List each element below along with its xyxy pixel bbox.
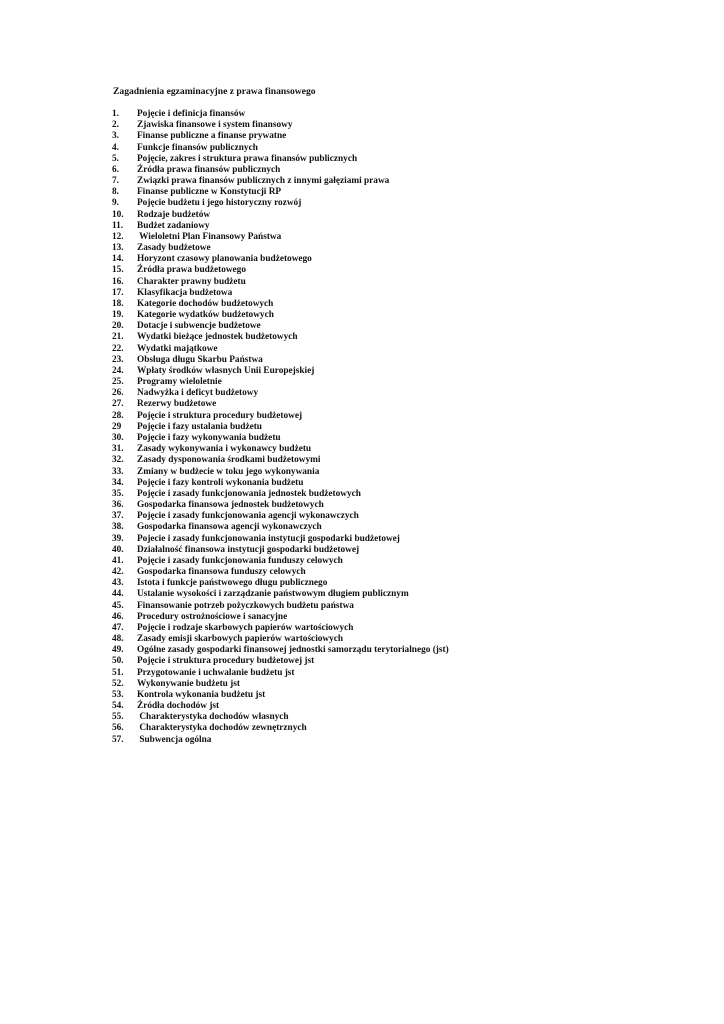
list-item [112, 232, 449, 243]
list-item-number: 29 [112, 421, 122, 432]
document-title: Zagadnienia egzaminacyjne z prawa finansowego [113, 86, 316, 97]
list-item-number: 41. [112, 555, 124, 566]
list-item-number: 8. [112, 187, 119, 198]
list-item [112, 534, 449, 545]
list-item [112, 344, 449, 355]
list-item [112, 712, 449, 723]
list-item [112, 735, 449, 746]
list-item-number: 45. [112, 600, 124, 611]
list-item-text: Wykonywanie budżetu jst [137, 678, 240, 689]
list-item-number: 7. [112, 176, 119, 187]
list-item-number: 56. [112, 723, 124, 734]
list-item [112, 332, 449, 343]
list-item-number: 9. [112, 198, 119, 209]
list-item-number: 55. [112, 712, 124, 723]
list-item [112, 489, 449, 500]
list-item-text: Pojęcie i zasady funkcjonowania agencji wykonawczych [137, 511, 359, 522]
list-item-number: 51. [112, 667, 124, 678]
list-item [112, 176, 449, 187]
list-item [112, 578, 449, 589]
list-item-text: Charakterystyka dochodów zewnętrznych [137, 723, 307, 734]
list-item-text: Obsługa długu Skarbu Państwa [137, 354, 263, 365]
list-item-text: Pojęcie i struktura procedury budżetowej [137, 410, 303, 421]
list-item [112, 668, 449, 679]
list-item [112, 511, 449, 522]
list-item-text: Pojęcie i rodzaje skarbowych papierów wartościowych [137, 622, 354, 633]
list-item-number: 34. [112, 477, 124, 488]
list-item-number: 49. [112, 645, 124, 656]
list-item [112, 210, 449, 221]
list-item [112, 634, 449, 645]
list-item-text: Gospodarka finansowa funduszy celowych [137, 567, 306, 578]
list-item-number: 31. [112, 444, 124, 455]
list-item-text: Zasady wykonywania i wykonawcy budżetu [137, 444, 312, 455]
list-item [112, 109, 449, 120]
list-item-number: 44. [112, 589, 124, 600]
list-item-number: 27. [112, 399, 124, 410]
list-item-number: 12. [112, 231, 124, 242]
list-item-text: Zasady emisji skarbowych papierów wartościowych [137, 634, 344, 645]
list-item-text: Przygotowanie i uchwalanie budżetu jst [137, 667, 295, 678]
list-item-number: 33. [112, 466, 124, 477]
exam-topics-list [112, 109, 449, 746]
list-item-text: Kategorie dochodów budżetowych [137, 298, 274, 309]
list-item-text: Ustalanie wysokości i zarządzanie państwowym długiem publicznym [137, 589, 409, 600]
list-item [112, 645, 449, 656]
list-item-number: 22. [112, 343, 124, 354]
list-item [112, 187, 449, 198]
list-item-text: Zasady budżetowe [137, 243, 211, 254]
list-item-number: 17. [112, 287, 124, 298]
list-item [112, 723, 449, 734]
list-item-number: 15. [112, 265, 124, 276]
list-item-number: 21. [112, 332, 124, 343]
list-item-number: 19. [112, 310, 124, 321]
list-item [112, 366, 449, 377]
list-item-text: Finanse publiczne a finanse prywatne [137, 131, 287, 142]
list-item [112, 165, 449, 176]
list-item-text: Pojęcie i struktura procedury budżetowej jst [137, 656, 315, 667]
list-item-text: Związki prawa finansów publicznych z innymi gałęziami prawa [137, 176, 390, 187]
list-item-number: 30. [112, 432, 124, 443]
list-item-number: 2. [112, 120, 119, 131]
list-item-text: Wpłaty środków własnych Unii Europejskiej [137, 365, 315, 376]
list-item [112, 422, 449, 433]
list-item-number: 23. [112, 354, 124, 365]
list-item [112, 556, 449, 567]
list-item-number: 6. [112, 164, 119, 175]
list-item-text: Klasyfikacja budżetowa [137, 287, 233, 298]
list-item-text: Charakter prawny budżetu [137, 276, 246, 287]
list-item-number: 32. [112, 455, 124, 466]
list-item [112, 399, 449, 410]
list-item-text: Gospodarka finansowa agencji wykonawczych [137, 522, 322, 533]
list-item-text: Zjawiska finansowe i system finansowy [137, 120, 293, 131]
list-item [112, 478, 449, 489]
list-item [112, 310, 449, 321]
list-item-text: Finansowanie potrzeb pożyczkowych budżetu państwa [137, 600, 354, 611]
list-item-text: Wydatki majątkowe [137, 343, 218, 354]
list-item-number: 53. [112, 689, 124, 700]
list-item-text: Kontrola wykonania budżetu jst [137, 689, 266, 700]
list-item-text: Pojęcie budżetu i jego historyczny rozwój [137, 198, 302, 209]
list-item [112, 701, 449, 712]
list-item-text: Pojęcie i definicja finansów [137, 109, 246, 119]
list-item [112, 455, 449, 466]
list-item-text: Procedury ostrożnościowe i sanacyjne [137, 611, 288, 622]
list-item [112, 299, 449, 310]
list-item [112, 612, 449, 623]
list-item-text: Źródła dochodów jst [137, 701, 220, 712]
list-item-number: 24. [112, 365, 124, 376]
list-item [112, 411, 449, 422]
list-item-number: 50. [112, 656, 124, 667]
list-item-number: 52. [112, 678, 124, 689]
list-item-text: Wieloletni Plan Finansowy Państwa [137, 231, 282, 242]
list-item [112, 355, 449, 366]
list-item-text: Działalność finansowa instytucji gospodarki budżetowej [137, 544, 360, 555]
list-item-number: 42. [112, 567, 124, 578]
list-item [112, 679, 449, 690]
list-item [112, 589, 449, 600]
list-item-text: Zmiany w budżecie w toku jego wykonywania [137, 466, 320, 477]
list-item [112, 656, 449, 667]
list-item-number: 11. [112, 220, 124, 231]
list-item-number: 48. [112, 634, 124, 645]
list-item [112, 545, 449, 556]
list-item-text: Kategorie wydatków budżetowych [137, 310, 274, 321]
list-item [112, 444, 449, 455]
list-item [112, 623, 449, 634]
list-item-number: 47. [112, 622, 124, 633]
list-item-number: 5. [112, 153, 119, 164]
list-item [112, 433, 449, 444]
list-item-number: 39. [112, 533, 124, 544]
list-item-number: 46. [112, 611, 124, 622]
list-item-text: Pojęcie, zakres i struktura prawa finansów publicznych [137, 153, 358, 164]
list-item-text: Nadwyżka i deficyt budżetowy [137, 388, 259, 399]
list-item-number: 35. [112, 488, 124, 499]
list-item [112, 254, 449, 265]
list-item-number: 20. [112, 321, 124, 332]
list-item-text: Zasady dysponowania środkami budżetowymi [137, 455, 321, 466]
list-item-text: Budżet zadaniowy [137, 220, 210, 231]
list-item-text: Pojęcie i zasady funkcjonowania funduszy celowych [137, 555, 343, 566]
list-item [112, 143, 449, 154]
list-item-number: 10. [112, 209, 124, 220]
list-item-text: Pojęcie i fazy ustalania budżetu [137, 421, 262, 432]
list-item [112, 243, 449, 254]
list-item [112, 567, 449, 578]
list-item [112, 388, 449, 399]
list-item-number: 16. [112, 276, 124, 287]
list-item-number: 28. [112, 410, 124, 421]
list-item [112, 154, 449, 165]
list-item-text: Subwencja ogólna [137, 734, 212, 745]
list-item [112, 265, 449, 276]
list-item [112, 601, 449, 612]
list-item [112, 522, 449, 533]
list-item-number: 14. [112, 254, 124, 265]
list-item-number: 18. [112, 298, 124, 309]
list-item-number: 1. [112, 109, 119, 119]
list-item-number: 38. [112, 522, 124, 533]
list-item [112, 277, 449, 288]
list-item [112, 467, 449, 478]
list-item-text: Wydatki bieżące jednostek budżetowych [137, 332, 298, 343]
list-item-text: Źródła prawa budżetowego [137, 265, 246, 276]
list-item-text: Dotacje i subwencje budżetowe [137, 321, 261, 332]
list-item [112, 321, 449, 332]
list-item-text: Funkcje finansów publicznych [137, 142, 258, 153]
list-item-number: 25. [112, 377, 124, 388]
list-item-text: Pojęcie i zasady funkcjonowania jednostek budżetowych [137, 488, 361, 499]
list-item-number: 57. [112, 734, 124, 745]
list-item-text: Charakterystyka dochodów własnych [137, 712, 289, 723]
list-item-number: 4. [112, 142, 119, 153]
list-item [112, 131, 449, 142]
list-item [112, 500, 449, 511]
list-item-number: 36. [112, 500, 124, 511]
list-item-number: 40. [112, 544, 124, 555]
list-item-text: Finanse publiczne w Konstytucji RP [137, 187, 282, 198]
list-item-number: 26. [112, 388, 124, 399]
list-item-number: 13. [112, 243, 124, 254]
list-item-text: Gospodarka finansowa jednostek budżetowych [137, 500, 324, 511]
list-item [112, 377, 449, 388]
list-item-number: 54. [112, 701, 124, 712]
list-item-text: Pojęcie i fazy kontroli wykonania budżetu [137, 477, 304, 488]
list-item-text: Istota i funkcje państwowego długu publicznego [137, 578, 328, 589]
list-item-text: Horyzont czasowy planowania budżetowego [137, 254, 312, 265]
list-item [112, 120, 449, 131]
list-item-text: Źródła prawa finansów publicznych [137, 164, 281, 175]
list-item-number: 3. [112, 131, 119, 142]
list-item-number: 43. [112, 578, 124, 589]
list-item [112, 288, 449, 299]
list-item [112, 221, 449, 232]
list-item-text: Pojęcie i fazy wykonywania budżetu [137, 432, 281, 443]
list-item-text: Rodzaje budżetów [137, 209, 211, 220]
list-item-text: Pojecie i zasady funkcjonowania instytucji gospodarki budżetowej [137, 533, 400, 544]
list-item-text: Programy wieloletnie [137, 377, 222, 388]
list-item [112, 690, 449, 701]
list-item-number: 37. [112, 511, 124, 522]
list-item-text: Ogólne zasady gospodarki finansowej jednostki samorządu terytorialnego (jst) [137, 645, 449, 656]
list-item [112, 198, 449, 209]
list-item-text: Rezerwy budżetowe [137, 399, 217, 410]
